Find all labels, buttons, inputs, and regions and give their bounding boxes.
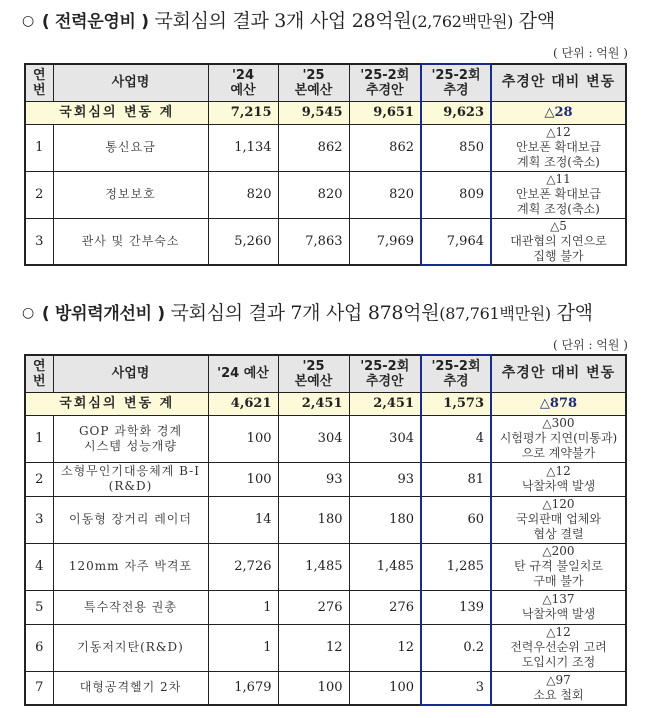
row-change-note: △12 전력우선순위 고려 도입시기 조정 — [491, 624, 626, 671]
row-no: 6 — [25, 624, 53, 671]
row-change-note: △11 안보폰 확대보급 계획 조정(축소) — [491, 171, 626, 218]
row-change-note: △12 낙찰차액 발생 — [491, 462, 626, 496]
row-change-note: △200 탄 규격 불일치로 구매 불가 — [491, 543, 626, 590]
row-supp-draft: 180 — [349, 496, 421, 543]
row-y25: 93 — [278, 462, 349, 496]
row-y24: 1,134 — [208, 124, 278, 171]
row-supp-final: 7,964 — [421, 218, 491, 265]
row-supp-final: 1,285 — [421, 543, 491, 590]
row-no: 5 — [25, 590, 53, 624]
col-header-name: 사업명 — [53, 64, 208, 101]
row-supp-draft: 12 — [349, 624, 421, 671]
row-supp-draft: 276 — [349, 590, 421, 624]
row-y24: 1,679 — [208, 671, 278, 705]
total-y24: 4,621 — [208, 392, 278, 415]
section2-category: ( 방위력개선비 ) — [41, 304, 165, 324]
row-y24: 100 — [208, 415, 278, 462]
row-no: 4 — [25, 543, 53, 590]
row-y24: 100 — [208, 462, 278, 496]
total-y25: 2,451 — [278, 392, 349, 415]
row-no: 2 — [25, 171, 53, 218]
col-header-y25: '25 본예산 — [278, 64, 349, 101]
row-y25: 12 — [278, 624, 349, 671]
col-header-y25: '25 본예산 — [278, 355, 349, 392]
bullet-icon: ○ — [22, 13, 34, 29]
row-name: 관사 및 간부숙소 — [53, 218, 208, 265]
row-change-note: △12 안보폰 확대보급 계획 조정(축소) — [491, 124, 626, 171]
section1-heading-tail: 감액 — [513, 10, 555, 32]
col-header-name: 사업명 — [53, 355, 208, 392]
row-y24: 820 — [208, 171, 278, 218]
table-row — [25, 462, 626, 496]
table-row — [25, 415, 626, 462]
row-y25: 100 — [278, 671, 349, 705]
section2-heading-text: 국회심의 결과 7개 사업 878억원 — [164, 302, 440, 324]
section2-heading-amount: (87,761백만원) — [439, 304, 551, 323]
section2-heading-tail: 감액 — [550, 302, 593, 324]
col-header-y24: '24 예산 — [208, 64, 278, 101]
row-no: 2 — [25, 462, 53, 496]
row-supp-final: 139 — [421, 590, 491, 624]
row-y25: 820 — [278, 171, 349, 218]
row-name: 정보보호 — [53, 171, 208, 218]
row-y24: 14 — [208, 496, 278, 543]
section1-heading-amount: (2,762백만원) — [411, 12, 514, 31]
row-y25: 7,863 — [278, 218, 349, 265]
row-y24: 1 — [208, 590, 278, 624]
table-header-row — [25, 64, 626, 101]
row-supp-final: 81 — [421, 462, 491, 496]
table-row — [25, 624, 626, 671]
total-label: 국회심의 변동 계 — [25, 101, 208, 124]
row-y24: 1 — [208, 624, 278, 671]
row-no: 7 — [25, 671, 53, 705]
section2-unit: ( 단위 : 억원 ) — [552, 338, 628, 352]
row-supp-final: 809 — [421, 171, 491, 218]
table-row — [25, 543, 626, 590]
total-row — [25, 392, 626, 415]
row-name: 대형공격헬기 2차 — [53, 671, 208, 705]
table-row — [25, 671, 626, 705]
bullet-icon: ○ — [22, 305, 34, 321]
total-supp-draft: 9,651 — [349, 101, 421, 124]
row-no: 1 — [25, 124, 53, 171]
section1-heading — [22, 6, 555, 33]
table-row — [25, 590, 626, 624]
row-change-note: △137 낙찰차액 발생 — [491, 590, 626, 624]
row-y25: 180 — [278, 496, 349, 543]
total-supp-final: 1,573 — [421, 392, 491, 415]
row-y24: 2,726 — [208, 543, 278, 590]
col-header-supp-draft: '25-2회 추경안 — [349, 64, 421, 101]
row-change-note: △120 국외판매 업체와 협상 결렬 — [491, 496, 626, 543]
row-y25: 276 — [278, 590, 349, 624]
total-y24: 7,215 — [208, 101, 278, 124]
section1-heading-text: 국회심의 결과 3개 사업 28억원 — [148, 10, 412, 32]
row-no: 1 — [25, 415, 53, 462]
row-supp-final: 850 — [421, 124, 491, 171]
row-supp-draft: 100 — [349, 671, 421, 705]
col-header-supp-final: '25-2회 추경 — [421, 64, 491, 101]
table-row — [25, 171, 626, 218]
row-supp-final: 3 — [421, 671, 491, 705]
row-name: 소형무인기대응체계 B-I (R&D) — [53, 462, 208, 496]
total-supp-draft: 2,451 — [349, 392, 421, 415]
table-header-row — [25, 355, 626, 392]
row-supp-final: 4 — [421, 415, 491, 462]
section1-table — [24, 63, 627, 266]
row-change-note: △97 소요 철회 — [491, 671, 626, 705]
row-supp-draft: 93 — [349, 462, 421, 496]
row-supp-final: 60 — [421, 496, 491, 543]
total-row — [25, 101, 626, 124]
row-no: 3 — [25, 496, 53, 543]
row-supp-draft: 304 — [349, 415, 421, 462]
total-supp-final: 9,623 — [421, 101, 491, 124]
col-header-y24: '24 예산 — [208, 355, 278, 392]
row-y25: 1,485 — [278, 543, 349, 590]
row-supp-final: 0.2 — [421, 624, 491, 671]
col-header-supp-draft: '25-2회 추경안 — [349, 355, 421, 392]
section1-unit: ( 단위 : 억원 ) — [552, 46, 628, 60]
row-change-note: △5 대관협의 지연으로 집행 불가 — [491, 218, 626, 265]
row-supp-draft: 7,969 — [349, 218, 421, 265]
col-header-no: 연 번 — [25, 64, 53, 101]
section2-table — [24, 354, 627, 706]
section2-heading — [22, 298, 593, 325]
row-y25: 862 — [278, 124, 349, 171]
row-supp-draft: 862 — [349, 124, 421, 171]
row-supp-draft: 1,485 — [349, 543, 421, 590]
col-header-change: 추경안 대비 변동 — [491, 64, 626, 101]
col-header-supp-final: '25-2회 추경 — [421, 355, 491, 392]
row-name: 통신요금 — [53, 124, 208, 171]
row-name: 특수작전용 권총 — [53, 590, 208, 624]
row-y25: 304 — [278, 415, 349, 462]
row-name: 기동저지탄(R&D) — [53, 624, 208, 671]
row-supp-draft: 820 — [349, 171, 421, 218]
row-name: 이동형 장거리 레이더 — [53, 496, 208, 543]
row-name: GOP 과학화 경계 시스템 성능개량 — [53, 415, 208, 462]
total-change: △28 — [491, 101, 626, 124]
section1-category: ( 전력운영비 ) — [41, 12, 149, 32]
row-no: 3 — [25, 218, 53, 265]
total-label: 국회심의 변동 계 — [25, 392, 208, 415]
row-name: 120mm 자주 박격포 — [53, 543, 208, 590]
total-change: △878 — [491, 392, 626, 415]
table-row — [25, 124, 626, 171]
row-y24: 5,260 — [208, 218, 278, 265]
total-y25: 9,545 — [278, 101, 349, 124]
table-row — [25, 496, 626, 543]
row-change-note: △300 시험평가 지연(미통과) 으로 계약불가 — [491, 415, 626, 462]
table-row — [25, 218, 626, 265]
col-header-change: 추경안 대비 변동 — [491, 355, 626, 392]
col-header-no: 연 번 — [25, 355, 53, 392]
